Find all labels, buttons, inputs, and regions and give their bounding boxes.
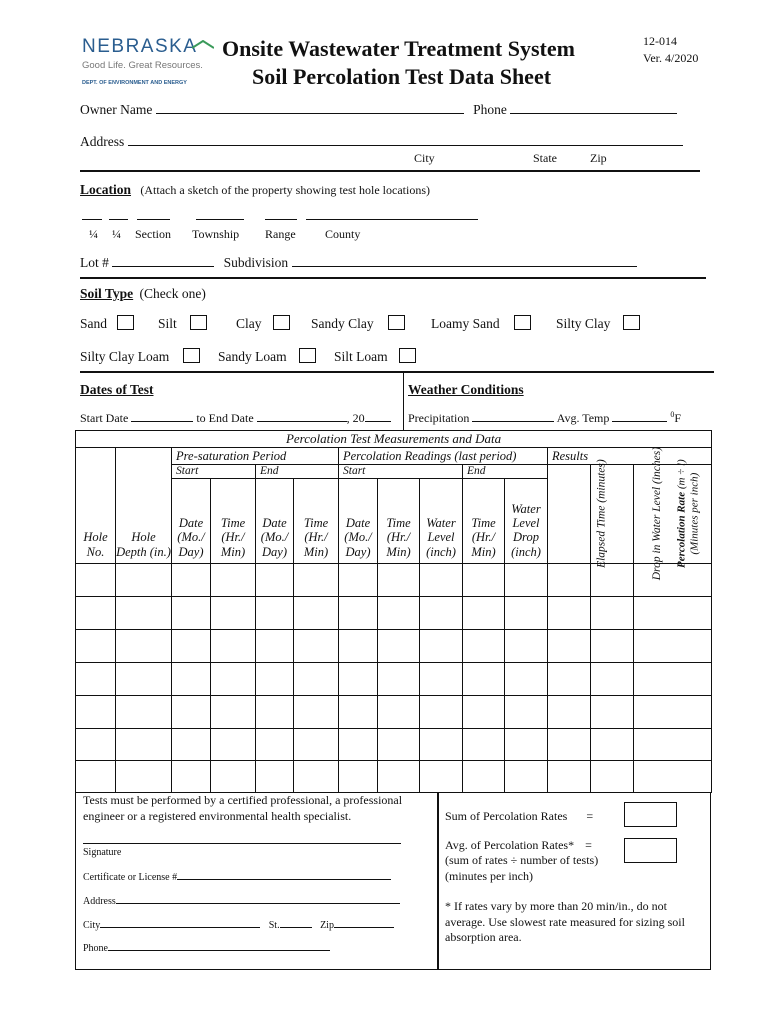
table-cell-input[interactable] (116, 663, 172, 696)
table-cell-input[interactable] (172, 729, 211, 761)
table-cell-input[interactable] (256, 630, 294, 663)
soil-option-label: Silty Clay (556, 316, 611, 331)
avg-rates-note: (sum of rates ÷ number of tests) (445, 853, 599, 867)
table-row (76, 729, 712, 761)
signature-label: Signature (83, 847, 122, 858)
township-field[interactable] (196, 207, 244, 220)
lot-label: Lot # (80, 255, 109, 270)
table-row (76, 564, 712, 597)
city-caption: City (414, 151, 435, 165)
presaturation-header: Pre-saturation Period (172, 448, 339, 465)
table-cell-input[interactable] (591, 696, 634, 729)
sandy-clay-checkbox[interactable] (388, 315, 405, 330)
table-cell-input[interactable] (634, 564, 712, 597)
measurement-table (75, 430, 712, 793)
silty-clay-checkbox[interactable] (623, 315, 640, 330)
dates-heading: Dates of Test (80, 382, 154, 397)
table-cell-input[interactable] (463, 597, 505, 630)
table-cell-input[interactable] (378, 663, 420, 696)
table-cell-input[interactable] (76, 564, 116, 597)
table-cell-input[interactable] (76, 729, 116, 761)
table-cell-input[interactable] (378, 630, 420, 663)
table-cell-input[interactable] (420, 630, 463, 663)
zip-caption: Zip (590, 151, 607, 165)
county-caption: County (325, 227, 361, 241)
avg-rates-field[interactable] (624, 838, 677, 863)
table-cell-input[interactable] (634, 696, 712, 729)
owner-name-row (80, 101, 677, 118)
table-cell-input[interactable] (256, 597, 294, 630)
soil-option-label: Silty Clay Loam (80, 349, 170, 364)
certificate-row (83, 870, 391, 883)
certifier-st-label: St. (268, 920, 280, 931)
elapsed-time-header: Elapsed Time (minutes) (548, 465, 591, 564)
address-label: Address (80, 134, 125, 149)
table-cell-input[interactable] (378, 761, 420, 793)
end-date-label: to End Date (196, 411, 254, 425)
certifier-city-field[interactable] (100, 918, 260, 928)
subdivision-field[interactable] (292, 254, 637, 267)
col-header: Date (Mo./ Day) (256, 479, 294, 564)
divider (80, 170, 700, 172)
table-cell-input[interactable] (505, 630, 548, 663)
table-cell-input[interactable] (420, 761, 463, 793)
form-number: 12-014 (643, 34, 677, 48)
year-label: , 20 (346, 411, 365, 425)
table-cell-input[interactable] (591, 761, 634, 793)
table-cell-input[interactable] (211, 630, 256, 663)
table-cell-input[interactable] (378, 729, 420, 761)
table-cell-input[interactable] (256, 761, 294, 793)
logo-tagline: Good Life. Great Resources. (82, 60, 203, 71)
table-cell-input[interactable] (256, 729, 294, 761)
table-cell-input[interactable] (211, 597, 256, 630)
presat-start-header: Start (172, 465, 256, 479)
table-cell-input[interactable] (420, 663, 463, 696)
logo-dept: DEPT. OF ENVIRONMENT AND ENERGY (82, 80, 187, 86)
table-cell-input[interactable] (634, 729, 712, 761)
certifier-st-field[interactable] (280, 918, 312, 928)
hole-no-header: Hole No. (76, 448, 116, 564)
certifier-phone-row (83, 941, 330, 954)
divider (80, 371, 714, 373)
lot-field[interactable] (112, 254, 214, 267)
sum-rates-label: Sum of Percolation Rates = (445, 809, 594, 823)
table-cell-input[interactable] (634, 597, 712, 630)
table-cell-input[interactable] (172, 761, 211, 793)
quarter1-caption: ¼ (89, 227, 98, 241)
location-note: (Attach a sketch of the property showing test hole locations) (140, 183, 430, 197)
table-cell-input[interactable] (505, 564, 548, 597)
percolation-rate-header: Percolation Rate (m ÷ l) (Minutes per inch) (634, 465, 712, 564)
col-header: Date (Mo./ Day) (172, 479, 211, 564)
drop-in-water-header: Drop in Water Level (inches) (591, 465, 634, 564)
avg-temp-label: Avg. Temp (556, 411, 610, 425)
quarter2-caption: ¼ (112, 227, 121, 241)
certification-note: Tests must be performed by a certified professional, a professional engineer or a registered environmental health specialist. (83, 793, 403, 823)
table-cell-input[interactable] (339, 729, 378, 761)
page-subtitle: Soil Percolation Test Data Sheet (252, 64, 552, 89)
table-row (76, 761, 712, 793)
start-date-label: Start Date (80, 411, 129, 425)
table-cell-input[interactable] (294, 597, 339, 630)
degree-symbol: 0 (670, 410, 675, 419)
table-cell-input[interactable] (505, 696, 548, 729)
table-cell-input[interactable] (76, 696, 116, 729)
precipitation-label: Precipitation (408, 411, 470, 425)
certifier-phone-label: Phone (83, 943, 108, 954)
footer-divider (437, 793, 439, 969)
table-cell-input[interactable] (116, 630, 172, 663)
certificate-label: Certificate or License # (83, 872, 178, 883)
silty-clay-loam-checkbox[interactable] (183, 348, 200, 363)
table-cell-input[interactable] (116, 729, 172, 761)
table-cell-input[interactable] (505, 597, 548, 630)
quarter2-field[interactable] (109, 207, 128, 220)
logo-name: NEBRASKA (82, 36, 198, 57)
owner-name-label: Owner Name (80, 102, 153, 117)
quarter1-field[interactable] (82, 207, 102, 220)
table-cell-input[interactable] (339, 663, 378, 696)
weather-heading: Weather Conditions (408, 382, 524, 397)
table-cell-input[interactable] (548, 729, 591, 761)
certifier-city-row (83, 918, 394, 931)
table-cell-input[interactable] (463, 761, 505, 793)
certifier-address-row (83, 894, 400, 907)
table-cell-input[interactable] (591, 564, 634, 597)
precipitation-field[interactable] (472, 409, 554, 422)
section-field[interactable] (137, 207, 170, 220)
table-cell-input[interactable] (548, 696, 591, 729)
weather-row (408, 409, 681, 426)
table-cell-input[interactable] (378, 696, 420, 729)
col-header: Time (Hr./ Min) (378, 479, 420, 564)
table-cell-input[interactable] (116, 696, 172, 729)
divider (80, 277, 706, 279)
table-cell-input[interactable] (378, 564, 420, 597)
location-heading: Location (80, 182, 132, 197)
table-cell-input[interactable] (420, 729, 463, 761)
table-cell-input[interactable] (339, 630, 378, 663)
certifier-zip-label: Zip (320, 920, 334, 931)
col-header: Time (Hr./ Min) (463, 479, 505, 564)
soil-option-label: Clay (236, 316, 262, 331)
soil-option-label: Sand (80, 316, 107, 331)
divider (403, 372, 404, 430)
address-field[interactable] (128, 133, 683, 146)
table-title: Percolation Test Measurements and Data (76, 431, 712, 448)
sandy-loam-checkbox[interactable] (299, 348, 316, 363)
table-cell-input[interactable] (116, 761, 172, 793)
table-cell-input[interactable] (548, 630, 591, 663)
soil-option-label: Sandy Loam (218, 349, 287, 364)
soil-type-note: (Check one) (139, 286, 206, 301)
certifier-phone-field[interactable] (108, 941, 330, 951)
table-cell-input[interactable] (548, 761, 591, 793)
table-cell-input[interactable] (505, 761, 548, 793)
certificate-field[interactable] (177, 870, 391, 880)
table-cell-input[interactable] (211, 761, 256, 793)
table-cell-input[interactable] (211, 729, 256, 761)
avg-rates-label: Avg. of Percolation Rates* = (445, 838, 592, 852)
sand-checkbox[interactable] (117, 315, 134, 330)
table-cell-input[interactable] (172, 696, 211, 729)
col-header: Water Level (inch) (420, 479, 463, 564)
presat-end-header: End (256, 465, 339, 479)
form-version: Ver. 4/2020 (643, 51, 699, 65)
state-caption: State (533, 151, 557, 165)
lot-row (80, 254, 637, 271)
range-field[interactable] (265, 207, 297, 220)
table-row (76, 630, 712, 663)
phone-label: Phone (473, 102, 507, 117)
year-field[interactable] (365, 409, 391, 422)
certifier-zip-field[interactable] (334, 918, 394, 928)
hole-depth-header: Hole Depth (in.) (116, 448, 172, 564)
col-header: Water Level Drop (inch) (505, 479, 548, 564)
address-row (80, 133, 683, 150)
table-cell-input[interactable] (548, 564, 591, 597)
readings-end-header: End (463, 465, 548, 479)
table-cell-input[interactable] (172, 597, 211, 630)
table-cell-input[interactable] (463, 630, 505, 663)
results-header: Results (548, 448, 712, 465)
section-caption: Section (135, 227, 171, 241)
readings-start-header: Start (339, 465, 463, 479)
table-cell-input[interactable] (211, 564, 256, 597)
silt-loam-checkbox[interactable] (399, 348, 416, 363)
table-cell-input[interactable] (172, 564, 211, 597)
table-cell-input[interactable] (420, 696, 463, 729)
dates-row (80, 409, 391, 426)
table-cell-input[interactable] (634, 663, 712, 696)
table-cell-input[interactable] (256, 663, 294, 696)
table-cell-input[interactable] (591, 630, 634, 663)
table-cell-input[interactable] (463, 729, 505, 761)
township-caption: Township (192, 227, 240, 241)
table-cell-input[interactable] (505, 729, 548, 761)
table-cell-input[interactable] (505, 663, 548, 696)
subdivision-label: Subdivision (223, 255, 289, 270)
table-cell-input[interactable] (172, 630, 211, 663)
averaging-note: * If rates vary by more than 20 min/in., do not average. Use slowest rate measured for sizing soil absorption area. (445, 899, 685, 945)
loamy-sand-checkbox[interactable] (514, 315, 531, 330)
table-cell-input[interactable] (339, 761, 378, 793)
table-cell-input[interactable] (339, 696, 378, 729)
table-cell-input[interactable] (591, 663, 634, 696)
clay-checkbox[interactable] (273, 315, 290, 330)
table-cell-input[interactable] (211, 696, 256, 729)
soil-option-label: Sandy Clay (311, 316, 374, 331)
table-cell-input[interactable] (548, 663, 591, 696)
table-cell-input[interactable] (634, 761, 712, 793)
table-cell-input[interactable] (339, 597, 378, 630)
silt-checkbox[interactable] (190, 315, 207, 330)
col-header: Date (Mo./ Day) (339, 479, 378, 564)
table-cell-input[interactable] (463, 663, 505, 696)
soil-option-label: Silt (158, 316, 177, 331)
logo (82, 36, 217, 94)
table-row (76, 597, 712, 630)
table-cell-input[interactable] (172, 663, 211, 696)
page-title: Onsite Wastewater Treatment System (222, 36, 575, 61)
table-cell-input[interactable] (76, 663, 116, 696)
table-cell-input[interactable] (339, 564, 378, 597)
soil-type-heading: Soil Type (80, 286, 134, 301)
logo-swoosh-icon (192, 40, 214, 50)
table-cell-input[interactable] (463, 564, 505, 597)
end-date-field[interactable] (257, 409, 347, 422)
soil-option-label: Silt Loam (334, 349, 388, 364)
range-caption: Range (265, 227, 296, 241)
col-header: Time (Hr./ Min) (294, 479, 339, 564)
readings-header: Percolation Readings (last period) (339, 448, 548, 465)
certifier-city-label: City (83, 920, 101, 931)
table-cell-input[interactable] (256, 564, 294, 597)
table-cell-input[interactable] (256, 696, 294, 729)
table-cell-input[interactable] (378, 597, 420, 630)
table-cell-input[interactable] (634, 630, 712, 663)
table-cell-input[interactable] (548, 597, 591, 630)
certifier-address-field[interactable] (116, 894, 400, 904)
table-cell-input[interactable] (211, 663, 256, 696)
table-cell-input[interactable] (294, 729, 339, 761)
avg-temp-field[interactable] (612, 409, 667, 422)
table-cell-input[interactable] (294, 761, 339, 793)
table-cell-input[interactable] (420, 564, 463, 597)
table-cell-input[interactable] (76, 761, 116, 793)
county-field[interactable] (306, 207, 478, 220)
sum-rates-field[interactable] (624, 802, 677, 827)
phone-field[interactable] (510, 101, 677, 114)
table-cell-input[interactable] (294, 696, 339, 729)
certifier-address-label: Address (83, 896, 116, 907)
table-cell-input[interactable] (116, 564, 172, 597)
table-row (76, 696, 712, 729)
table-cell-input[interactable] (76, 630, 116, 663)
table-row (76, 663, 712, 696)
table-cell-input[interactable] (294, 630, 339, 663)
temp-unit: F (674, 411, 682, 425)
table-cell-input[interactable] (76, 597, 116, 630)
owner-name-field[interactable] (156, 101, 464, 114)
soil-option-label: Loamy Sand (431, 316, 500, 331)
location-row (80, 182, 430, 198)
table-cell-input[interactable] (591, 729, 634, 761)
table-cell-input[interactable] (463, 696, 505, 729)
table-cell-input[interactable] (294, 663, 339, 696)
table-cell-input[interactable] (116, 597, 172, 630)
avg-rates-units: (minutes per inch) (445, 869, 533, 883)
table-cell-input[interactable] (294, 564, 339, 597)
col-header: Time (Hr./ Min) (211, 479, 256, 564)
signature-line[interactable] (83, 831, 401, 844)
soil-type-row (80, 286, 206, 302)
table-cell-input[interactable] (591, 597, 634, 630)
table-cell-input[interactable] (420, 597, 463, 630)
start-date-field[interactable] (131, 409, 193, 422)
